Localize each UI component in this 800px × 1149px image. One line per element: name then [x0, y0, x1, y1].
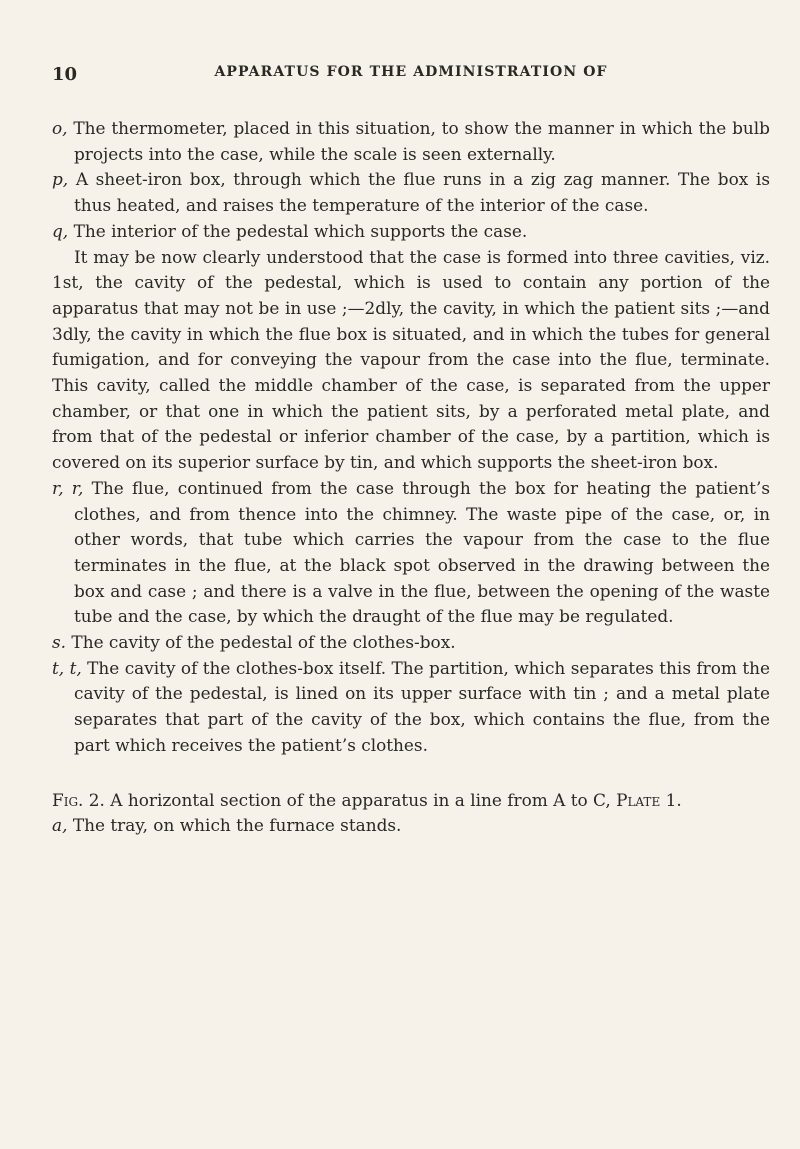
figure-label: Fig. 2.	[52, 789, 105, 810]
entry-label: a,	[52, 815, 68, 836]
entry-text: The flue, continued from the case through the box for heating the patient’s clothes, and from thence into the chimney. The waste pipe of the case, or, in other words, that tube which carries the vapour from the case to the flue terminates in the flue, at the black spot observed in the drawing between the box and case ; and there is a valve in the flue, between the opening of the waste tube and the case, by which the draught of the flue may be regulated.	[74, 477, 771, 627]
entry-q	[52, 219, 770, 245]
entry-r	[52, 476, 770, 630]
entry-label: p,	[52, 169, 69, 190]
entry-text: A sheet-iron box, through which the flue runs in a zig zag manner. The box is thus heated, and raises the temperature of the interior of the case.	[74, 169, 770, 216]
entry-label: o,	[52, 118, 68, 138]
entry-s	[52, 630, 770, 656]
entry-text: The cavity of the pedestal of the clothes-box.	[71, 632, 456, 653]
entry-o	[52, 116, 770, 167]
entry-a	[52, 813, 770, 839]
entry-label: q,	[52, 220, 69, 241]
page-header	[52, 64, 770, 88]
entry-label: r, r,	[52, 477, 84, 498]
entry-label: s.	[52, 632, 67, 653]
explanation-paragraph: It may be now clearly understood that the case is formed into three cavities, viz. 1st, the cavity of the pedestal, which is used to contain any portion of the apparatus that may not be in use ;—2dly, the cavity, in which the patient sits ;—and 3dly, the cavity in which the flue box is situated, and in which the tubes for general fumigation, and for conveying the vapour from the case into the flue, terminate. This cavity, called the middle chamber of the case, is separated from the upper chamber, or that one in which the patient sits, by a perforated metal plate, and from that of the pedestal or inferior chamber of the case, by a partition, which is covered on its superior surface by tin, and which supports the sheet-iron box.	[52, 246, 770, 473]
entry-text: The tray, on which the furnace stands.	[72, 815, 402, 836]
running-head: APPARATUS FOR THE ADMINISTRATION OF	[214, 64, 608, 80]
entry-label: t, t,	[52, 657, 82, 678]
page-number: 10	[52, 64, 78, 85]
entry-text: The cavity of the clothes-box itself. The partition, which separates this from the cavity of the pedestal, is lined on its upper surface with tin ; and a metal plate separates that part of the cavity of the box, which contains the flue, from the part which receives the patient’s clothes.	[74, 657, 771, 755]
caption-text: A horizontal section of the apparatus in a line from A to C,	[110, 789, 611, 810]
entry-p	[52, 167, 770, 218]
body-text	[52, 116, 770, 839]
entry-t	[52, 656, 770, 759]
figure-caption	[52, 788, 770, 814]
plate-reference: Plate 1.	[616, 789, 682, 810]
entry-text: The interior of the pedestal which supports the case.	[73, 220, 528, 241]
entry-text: The thermometer, placed in this situation, to show the manner in which the bulb projects into the case, while the scale is seen externally.	[73, 118, 770, 164]
